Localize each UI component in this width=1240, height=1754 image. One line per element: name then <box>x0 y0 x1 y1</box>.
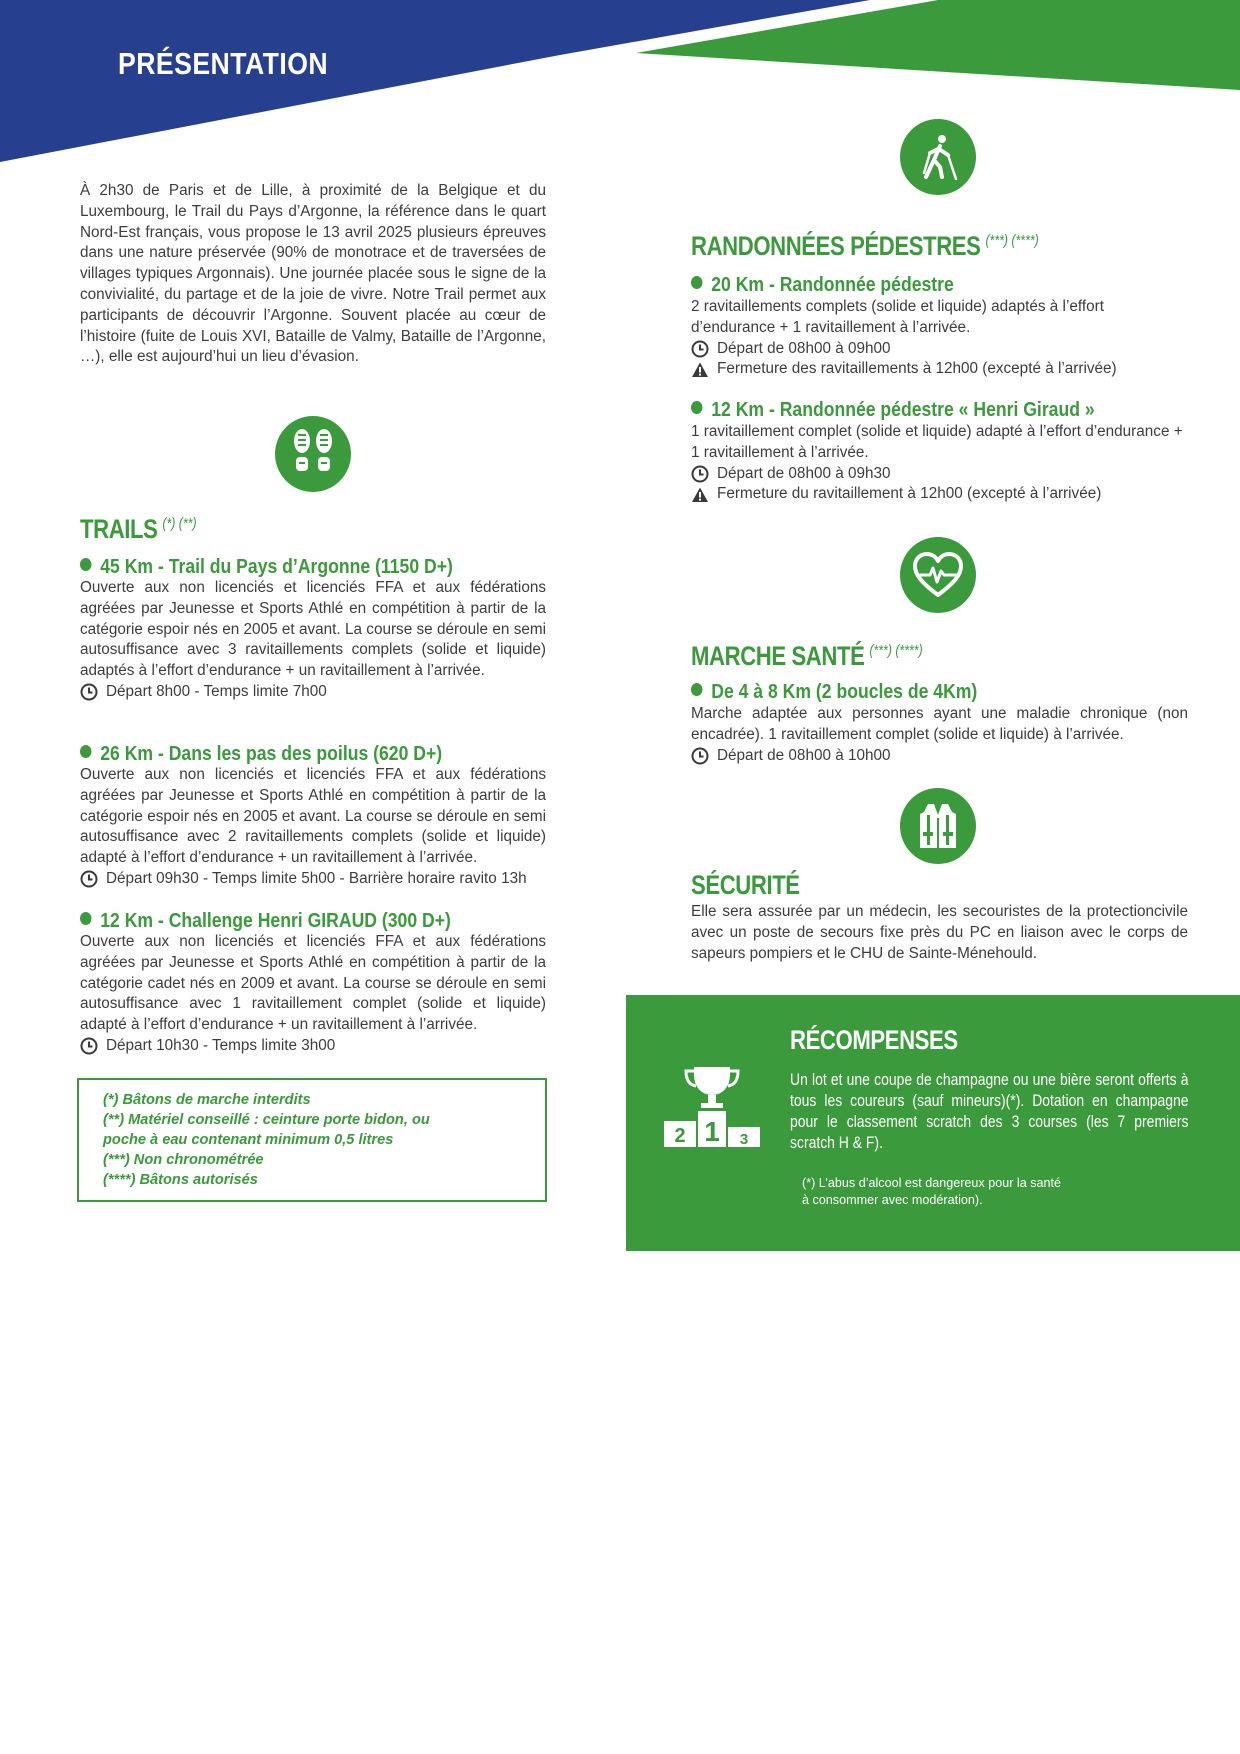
warning-icon <box>691 361 709 379</box>
rewards-note-line: (*) L’abus d’alcool est dangereux pour la santé <box>802 1176 1062 1190</box>
clock-icon <box>80 870 98 888</box>
bullet-icon <box>691 683 702 696</box>
notes-box <box>77 1078 547 1202</box>
trail-title: 12 Km - Challenge Henri GIRAUD (300 D+) <box>80 909 490 933</box>
rando-time: Départ de 08h00 à 09h00 <box>691 339 1188 360</box>
trail-title: 26 Km - Dans les pas des poilus (620 D+) <box>80 742 490 766</box>
trail-desc: Ouverte aux non licenciés et licenciés FFA et aux fédérations agréées par Jeunesse et Sports Athlé en compétition à partir de la catégorie cadet nés en 2009 et avant. La course se déroule en semi autosuffisance avec 1 ravitaillement complet (solide et liquide) adapté à l’effort d’endurance + un ravitaillement à l’arrivée. <box>80 933 546 1034</box>
trail-time: Départ 10h30 - Temps limite 3h00 <box>80 1036 546 1057</box>
bullet-icon <box>80 745 91 758</box>
marche-item-title: De 4 à 8 Km (2 boucles de 4Km) <box>691 680 1128 704</box>
hiking-poles-icon <box>900 119 976 195</box>
clock-icon <box>691 465 709 483</box>
trophy-podium-icon <box>662 1065 762 1151</box>
rewards-note-line: à consommer avec modération). <box>802 1193 983 1207</box>
rando-time: Départ de 08h00 à 09h30 <box>691 464 1188 485</box>
clock-icon <box>691 340 709 358</box>
trail-item-45km <box>80 555 546 703</box>
rando-desc: 1 ravitaillement complet (solide et liquide) adapté à l’effort d’endurance + 1 ravitaillement à l’arrivée. <box>691 423 1183 461</box>
bullet-icon <box>691 276 702 289</box>
trail-time: Départ 8h00 - Temps limite 7h00 <box>80 682 546 703</box>
rewards-text: Un lot et une coupe de champagne ou une bière seront offerts à tous les coureurs (sauf mineurs)(*). Dotation en champagne pour le classement scratch des 3 courses (les 7 premiers scratch H & F). <box>790 1070 1189 1152</box>
trail-desc: Ouverte aux non licenciés et licenciés FFA et aux fédérations agréées par Jeunesse et Sports Athlé en compétition à partir de la catégorie espoir nés en 2005 et avant. La course se déroule en semi autosuffisance avec 3 ravitaillements complets (solide et liquide) adaptés à l’effort d’endurance + un ravitaillement à l’arrivée. <box>80 579 546 680</box>
podium-second: 2 <box>674 1125 686 1147</box>
heartbeat-icon <box>900 537 976 613</box>
randonnees-section <box>691 231 1188 262</box>
marche-title: MARCHE SANTÉ (***) (****) <box>691 641 923 671</box>
bullet-icon <box>691 401 702 414</box>
randonnees-title: RANDONNÉES PÉDESTRES (***) (****) <box>691 231 1039 261</box>
rewards-title: RÉCOMPENSES <box>790 1025 958 1055</box>
trail-time: Départ 09h30 - Temps limite 5h00 - Barrière horaire ravito 13h <box>80 869 546 890</box>
podium-first: 1 <box>704 1116 720 1147</box>
rando-desc: 2 ravitaillements complets (solide et liquide) adaptés à l’effort d’endurance + 1 ravitaillement à l’arrivée. <box>691 298 1104 336</box>
bullet-icon <box>80 912 91 925</box>
rewards-note <box>802 1175 1132 1209</box>
rando-item-20km <box>691 273 1188 380</box>
randonnees-stars: (***) (****) <box>985 232 1039 249</box>
note-line: (***) Non chronométrée <box>103 1152 264 1168</box>
trails-stars: (*) (**) <box>162 515 197 532</box>
rando-warning: Fermeture du ravitaillement à 12h00 (excepté à l’arrivée) <box>691 484 1188 505</box>
warning-icon <box>691 486 709 504</box>
securite-title: SÉCURITÉ <box>691 870 800 900</box>
rewards-panel <box>626 995 1240 1251</box>
marche-desc: Marche adaptée aux personnes ayant une maladie chronique (non encadrée). 1 ravitaillement complet (solide et liquide) à l’arrivée. <box>691 705 1188 743</box>
header-banner <box>0 0 1240 170</box>
rando-title: 12 Km - Randonnée pédestre « Henri Giraud » <box>691 398 1128 422</box>
trails-section <box>80 514 546 545</box>
clock-icon <box>691 747 709 765</box>
intro-paragraph: À 2h30 de Paris et de Lille, à proximité de la Belgique et du Luxembourg, le Trail du Pays d’Argonne, la référence dans le quart Nord-Est français, vous propose le 13 avril 2025 plusieurs épreuves dans une nature préservée (90% de monotrace et de traversées de villages typiques Argonnais). Une journée placée sous le signe de la convivialité, du partage et de la joie de vivre. Notre Trail permet aux participants de découvrir l’Argonne. Souvent placée au cœur de l’histoire (fuite de Louis XVI, Bataille de Valmy, Bataille de l’Argonne, …), elle est aujourd’hui un lieu d’évasion. <box>80 182 546 366</box>
rando-title: 20 Km - Randonnée pédestre <box>691 273 1128 297</box>
trail-desc: Ouverte aux non licenciés et licenciés FFA et aux fédérations agréées par Jeunesse et Sports Athlé en compétition à partir de la catégorie espoir nés en 2005 et avant. La course se déroule en semi autosuffisance avec 2 ravitaillements complets (solide et liquide) adapté à l’effort d’endurance + un ravitaillement à l’arrivée. <box>80 766 546 867</box>
clock-icon <box>80 1037 98 1055</box>
trail-item-12km <box>80 909 546 1057</box>
note-line: (**) Matériel conseillé : ceinture porte bidon, ou <box>103 1112 430 1128</box>
marche-time: Départ de 08h00 à 10h00 <box>691 746 1188 767</box>
securite-section <box>691 870 1188 901</box>
rando-item-12km <box>691 398 1188 505</box>
note-line: (****) Bâtons autorisés <box>103 1172 258 1188</box>
rando-warning: Fermeture des ravitaillements à 12h00 (excepté à l’arrivée) <box>691 359 1188 380</box>
safety-vest-icon <box>900 788 976 864</box>
note-line: poche à eau contenant minimum 0,5 litres <box>103 1132 394 1148</box>
shoe-prints-icon <box>275 416 351 492</box>
marche-item <box>691 680 1188 766</box>
podium-third: 3 <box>739 1131 749 1148</box>
marche-stars: (***) (****) <box>869 642 923 659</box>
trails-title: TRAILS (*) (**) <box>80 514 197 544</box>
marche-section <box>691 641 1188 672</box>
securite-desc: Elle sera assurée par un médecin, les secouristes de la protectioncivile avec un poste de secours fixe près du PC en liaison avec le corps de sapeurs pompiers et le CHU de Sainte-Ménehould. <box>691 903 1188 962</box>
trail-item-26km <box>80 742 546 890</box>
trail-title: 45 Km - Trail du Pays d’Argonne (1150 D+) <box>80 555 490 579</box>
note-line: (*) Bâtons de marche interdits <box>103 1092 311 1108</box>
page-title: PRÉSENTATION <box>118 46 329 81</box>
bullet-icon <box>80 558 91 571</box>
clock-icon <box>80 683 98 701</box>
